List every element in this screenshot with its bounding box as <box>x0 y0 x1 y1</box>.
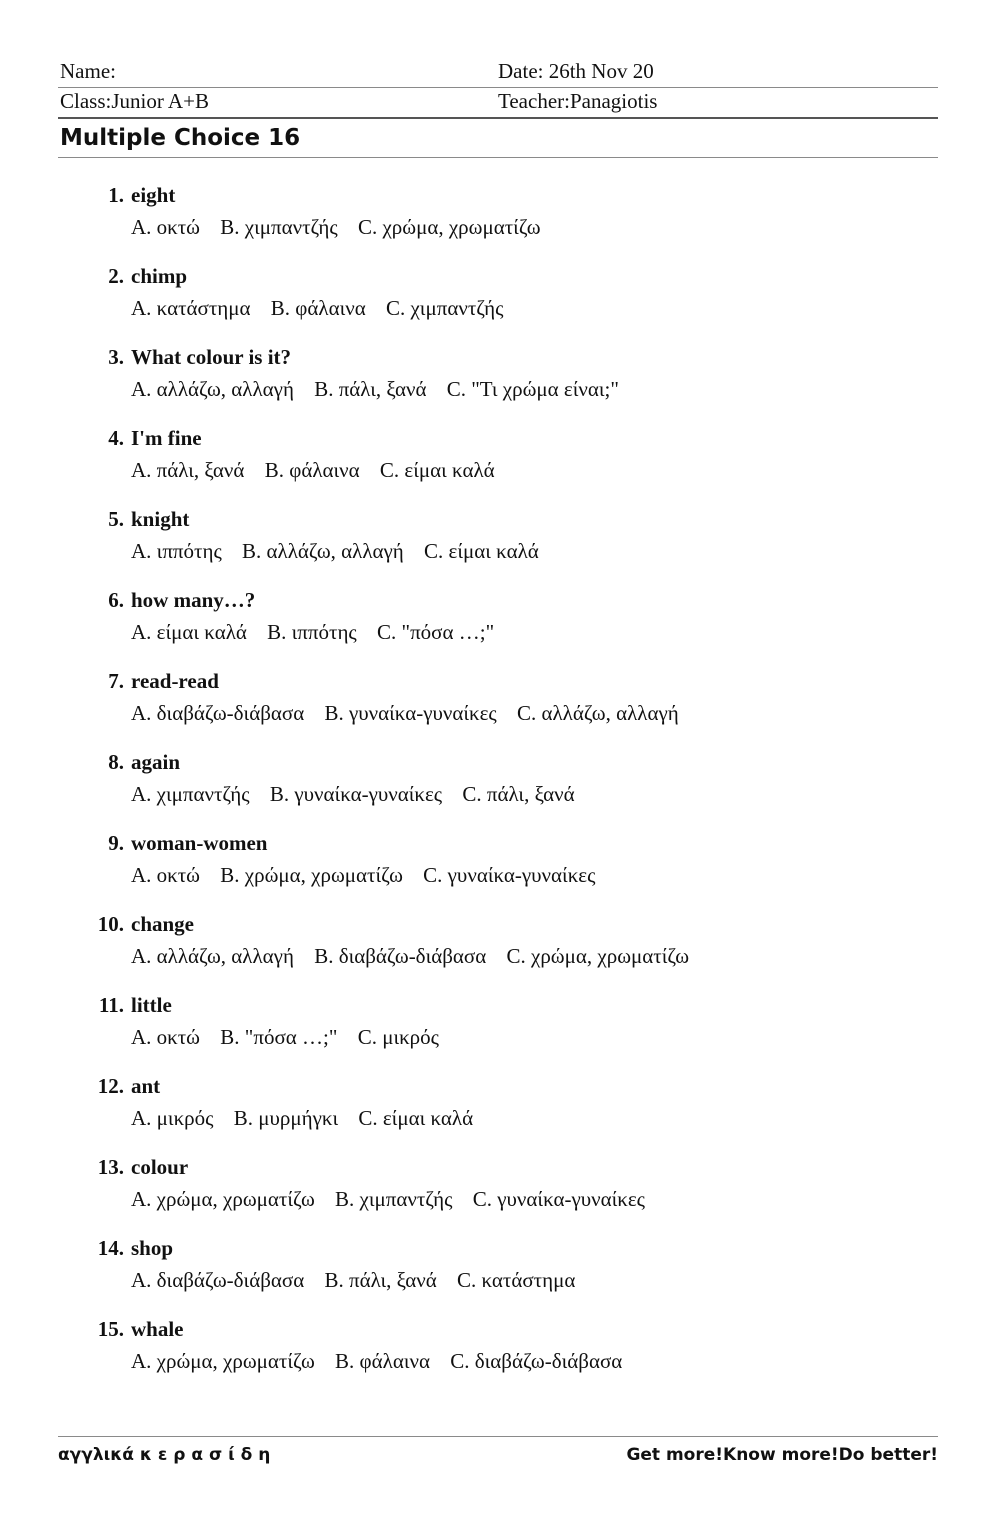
option-a[interactable]: A. είμαι καλά <box>131 620 247 644</box>
answer-options <box>131 1187 660 1212</box>
question-word: how many…? <box>131 588 256 612</box>
question-item <box>0 669 1000 750</box>
question-number: 13. <box>97 1155 124 1179</box>
question-item <box>0 1074 1000 1155</box>
option-b[interactable]: B. διαβάζω-διάβασα <box>314 944 487 968</box>
option-a[interactable]: A. διαβάζω-διάβασα <box>131 1268 305 1292</box>
question-number: 2. <box>108 264 124 288</box>
question-item <box>0 1236 1000 1317</box>
option-a[interactable]: A. μικρός <box>131 1106 214 1130</box>
option-c[interactable]: C. πάλι, ξανά <box>462 782 575 806</box>
answer-options <box>131 1268 590 1293</box>
option-b[interactable]: B. χιμπαντζής <box>335 1187 453 1211</box>
footer-brand: αγγλικά κ ε ρ α σ ί δ η <box>58 1445 271 1465</box>
option-b[interactable]: B. χιμπαντζής <box>220 215 338 239</box>
question-list <box>0 183 1000 1398</box>
question-item <box>0 993 1000 1074</box>
option-c[interactable]: C. γυναίκα-γυναίκες <box>472 1187 645 1211</box>
option-a[interactable]: A. αλλάζω, αλλαγή <box>131 944 294 968</box>
option-b[interactable]: B. χρώμα, χρωματίζω <box>220 863 403 887</box>
option-c[interactable]: C. γυναίκα-γυναίκες <box>423 863 596 887</box>
question-number: 7. <box>108 669 124 693</box>
option-c[interactable]: C. χιμπαντζής <box>385 296 504 320</box>
question-word: read-read <box>131 669 219 693</box>
question-word: change <box>131 912 194 936</box>
answer-options <box>131 458 510 483</box>
option-a[interactable]: A. οκτώ <box>131 863 201 887</box>
option-b[interactable]: B. μυρμήγκι <box>233 1106 339 1130</box>
option-c[interactable]: C. χρώμα, χρωματίζω <box>506 944 690 968</box>
question-item <box>0 264 1000 345</box>
question-item <box>0 912 1000 993</box>
option-b[interactable]: B. φάλαινα <box>264 458 360 482</box>
header-row-1 <box>58 52 938 88</box>
option-c[interactable]: C. διαβάζω-διάβασα <box>450 1349 623 1373</box>
question-number: 11. <box>98 993 124 1017</box>
question-word: shop <box>131 1236 174 1260</box>
answer-options <box>131 944 704 969</box>
answer-options <box>131 377 634 402</box>
option-a[interactable]: A. οκτώ <box>131 1025 201 1049</box>
option-b[interactable]: B. γυναίκα-γυναίκες <box>269 782 443 806</box>
name-label: Name: <box>60 59 116 83</box>
answer-options <box>131 1349 637 1374</box>
answer-options <box>131 1025 454 1050</box>
option-b[interactable]: B. αλλάζω, αλλαγή <box>242 539 404 563</box>
option-b[interactable]: B. πάλι, ξανά <box>314 377 427 401</box>
option-c[interactable]: C. είμαι καλά <box>358 1106 474 1130</box>
answer-options <box>131 701 694 726</box>
option-a[interactable]: A. κατάστημα <box>131 296 251 320</box>
option-c[interactable]: C. είμαι καλά <box>379 458 495 482</box>
option-c[interactable]: C. "Τι χρώμα είναι;" <box>446 377 619 401</box>
option-a[interactable]: A. χρώμα, χρωματίζω <box>131 1349 315 1373</box>
question-number: 5. <box>108 507 124 531</box>
question-word: I'm fine <box>131 426 202 450</box>
question-item <box>0 831 1000 912</box>
class-label: Class:Junior A+B <box>60 89 209 113</box>
option-c[interactable]: C. είμαι καλά <box>424 539 539 563</box>
option-c[interactable]: C. "πόσα …;" <box>377 620 495 644</box>
question-item <box>0 588 1000 669</box>
option-b[interactable]: B. φάλαινα <box>335 1349 430 1373</box>
option-a[interactable]: A. ιππότης <box>131 539 222 563</box>
page-footer <box>58 1436 938 1471</box>
option-c[interactable]: C. κατάστημα <box>457 1268 576 1292</box>
question-word: woman-women <box>131 831 268 855</box>
answer-options <box>131 215 556 240</box>
question-number: 3. <box>108 345 124 369</box>
option-a[interactable]: A. πάλι, ξανά <box>131 458 245 482</box>
question-number: 10. <box>97 912 124 936</box>
question-word: chimp <box>131 264 188 288</box>
question-number: 1. <box>108 183 124 207</box>
worksheet-title-row <box>58 117 938 158</box>
question-number: 14. <box>97 1236 124 1260</box>
option-b[interactable]: B. γυναίκα-γυναίκες <box>324 701 497 725</box>
question-word: whale <box>131 1317 184 1341</box>
question-item <box>0 1155 1000 1236</box>
answer-options <box>131 296 518 321</box>
question-item <box>0 750 1000 831</box>
answer-options <box>131 863 610 888</box>
option-a[interactable]: A. χρώμα, χρωματίζω <box>131 1187 315 1211</box>
option-b[interactable]: B. "πόσα …;" <box>220 1025 338 1049</box>
footer-slogan: Get more!Know more!Do better! <box>626 1445 938 1465</box>
teacher-label: Teacher:Panagiotis <box>498 89 658 113</box>
option-c[interactable]: C. αλλάζω, αλλαγή <box>516 701 679 725</box>
question-number: 8. <box>108 750 124 774</box>
answer-options <box>131 620 509 645</box>
question-word: again <box>131 750 181 774</box>
question-word: eight <box>131 183 176 207</box>
option-c[interactable]: C. μικρός <box>357 1025 439 1049</box>
question-word: knight <box>131 507 190 531</box>
option-c[interactable]: C. χρώμα, χρωματίζω <box>357 215 541 239</box>
answer-options <box>131 782 590 807</box>
question-number: 9. <box>108 831 124 855</box>
question-number: 12. <box>97 1074 124 1098</box>
option-a[interactable]: A. αλλάζω, αλλαγή <box>131 377 294 401</box>
question-item <box>0 507 1000 588</box>
page-title: Multiple Choice 16 <box>60 125 301 151</box>
option-a[interactable]: A. χιμπαντζής <box>131 782 250 806</box>
question-word: ant <box>131 1074 161 1098</box>
date-label: Date: 26th Nov 20 <box>498 59 654 83</box>
question-word: What colour is it? <box>131 345 292 369</box>
header-row-2 <box>58 87 938 119</box>
question-word: little <box>131 993 172 1017</box>
question-number: 4. <box>108 426 124 450</box>
option-b[interactable]: B. φάλαινα <box>270 296 366 320</box>
question-item <box>0 426 1000 507</box>
option-a[interactable]: A. διαβάζω-διάβασα <box>131 701 305 725</box>
question-number: 6. <box>108 588 124 612</box>
question-item <box>0 345 1000 426</box>
question-number: 15. <box>97 1317 124 1341</box>
answer-options <box>131 1106 488 1131</box>
option-a[interactable]: A. οκτώ <box>131 215 201 239</box>
question-item <box>0 1317 1000 1398</box>
question-word: colour <box>131 1155 189 1179</box>
answer-options <box>131 539 554 564</box>
question-item <box>0 183 1000 264</box>
option-b[interactable]: B. πάλι, ξανά <box>324 1268 437 1292</box>
option-b[interactable]: B. ιππότης <box>267 620 357 644</box>
